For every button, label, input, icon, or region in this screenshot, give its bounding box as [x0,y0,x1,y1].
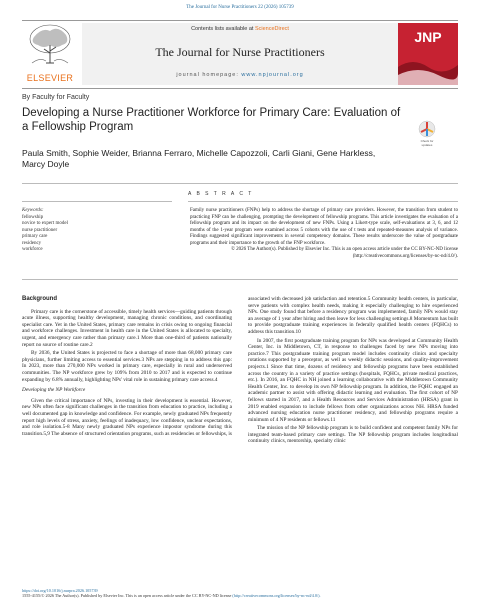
homepage-prefix: journal homepage: [176,72,242,78]
journal-title: The Journal for Nurse Practitioners [155,45,325,59]
journal-cover-thumbnail[interactable] [398,23,458,85]
publisher-name: ELSEVIER [26,73,74,83]
doi-link[interactable]: https://doi.org/10.1016/j.nurpra.2026.105739 [22,588,98,593]
paragraph: In 2007, the first postgraduate training program for NPs was developed at Community Health Center, Inc. in Middletown, CT, in response to challenges faced by new NPs moving into practice.7 This postgraduate training program model includes continuity clinics and specialty rotations supported by a preceptor, as well as weekly didactic sessions, and quality-improvement projects.1 Since that time, dozens of residency and fellowship programs have been established across the country in a variety of practice settings (hospitals, FQHCs, private medical practices, etc.). In 2016, an FQHC in NH joined a learning collaborative with the Middletown Community Health Center, Inc. to develop its own NP fellowship program. In addition, the FQHC engaged an academic partner to assist with offering didactic learning and evaluation. The first cohort of NP fellows started in 2017, and a Health Resources and Services Administration (HRSA) grant in 2019 enabled expansion to include fellows from other organizations across NH. HRSA funded advanced nursing education nurse practitioner residency, and fellowship programs require a minimum of 4 NP residents or fellows.11 [248,337,458,423]
homepage-link[interactable]: www.npjournal.org [241,72,304,78]
keywords-heading: Keywords: [22,208,44,213]
cover-title: JNP [414,29,442,45]
cover-wave-graphic [398,57,458,85]
paragraph: Given the critical importance of NPs, investing in their development is essential. However, new NPs often face significant challenges in the transition from education to practice, including a well documented gap in knowledge and confidence. For example, newly graduated NPs frequently report high levels of stress, anxiety, feelings of inadequacy, low confidence, unclear expectations, and role isolation.5-8 Many newly graduated NPs experience impostor syndrome during this transition.5,9 The absence of structured orientation programs, such as residencies or fellowships, is [22,397,232,437]
abstract-body [190,208,458,260]
elsevier-tree-icon [26,23,74,67]
abstract-divider [188,201,458,202]
page-footer [22,588,458,598]
license-text: 1555-4155/© 2026 The Author(s). Published by Elsevier Inc. This is an open access article under the CC BY-NC-ND license [22,593,233,599]
paragraph: The mission of the NP fellowship program is to build confident and competent family NPs for integrated team-based primary care settings. The NP fellowship program includes longitudinal continuity clinics, mentorship, specialty clinic [248,425,458,445]
keyword-item: nurse practitioner [22,227,58,233]
section-heading-background: Background [22,296,58,302]
journal-reference-line[interactable]: The Journal for Nurse Practitioners 22 (2026) 105739 [186,5,294,10]
contents-prefix: Contents lists available at [191,26,255,32]
subheading-np-workforce: Developing the NP Workforce [22,387,86,394]
license-line [22,593,458,598]
crossmark-label: Check for updates [420,139,434,147]
divider-top [22,183,458,184]
paragraph: associated with decreased job satisfaction and retention.5 Community health centers, in particular, serve patients with complex health needs, making it especially challenging to hire experienced NPs. One study found that before a residency program was implemented, family NPs would stay an average of 1 year after hiring and then leave for less challenging settings.8 Momentum has built to provide postgraduate training experiences in federally qualified health centers (FQHCs) to address this transition.10 [248,296,458,335]
journal-homepage [82,72,398,78]
sciencedirect-link[interactable]: ScienceDirect [254,26,289,32]
keywords-block [22,208,102,254]
left-column [22,296,232,439]
abstract-heading: A B S T R A C T [188,191,254,197]
abstract-copyright[interactable]: © 2026 The Author(s). Published by Elsevier Inc. This is an open access article under the CC BY-NC-ND license (http://creativecommons.org/licenses/by-nc-nd/4.0/). [231,247,458,259]
divider-body [22,279,458,280]
keyword-item: novice to expert model [22,221,68,226]
license-link[interactable]: (http://creativecommons.org/licenses/by-nc-nd/4.0/). [232,593,321,599]
keyword-item: fellowship [22,214,44,220]
article-title: Developing a Nurse Practitioner Workforce for Primary Care: Evaluation of a Fellowship Program [22,107,401,133]
author-list: Paula Smith, Sophie Weider, Brianna Ferraro, Michelle Capozzoli, Carli Giani, Gene Harkless, Marcy Doyle [22,148,376,169]
abstract-text: Family nurse practitioners (FNPs) help to address the shortage of primary care providers. However, the transition from student to practicing FNP can be challenging, prompting the development of fellowship programs. This article investigates the evaluation of a fellowship program and its impact on the development of new FNPs. Using a Likert-type scale, self-evaluations at 3, 6, and 12 months of the 1-year program were examined across 5 cohorts with the use of t tests and repeated-measures analysis of variance. Findings suggested significant improvements in several competency domains. These results underscore the value of postgraduate programs and their importance to the growth of the FNP workforce. [190,208,458,246]
keywords-divider [22,201,172,202]
right-column [248,296,458,447]
contents-availability [82,26,398,32]
crossmark-icon [418,120,436,138]
paragraph: Primary care is the cornerstone of accessible, timely health services—guiding patients through acute illness, supporting healthy development, managing chronic conditions, and coordinating specialist care. Yet in the United States, primary care remains in crisis owing to ongoing financial and workforce challenges. Investment in health care in the United States is allocated to specialty, urgent, and emergency care rather than primary care.1 More than one-third of patients nationally report no source of routine care.2 [22,308,232,348]
check-for-updates-badge[interactable] [418,120,436,147]
journal-header [22,20,458,89]
journal-banner [82,23,398,85]
keyword-item: workforce [22,247,43,252]
paragraph: By 2036, the United States is projected to face a shortage of more than 68,000 primary care physicians, further limiting access to essential services.3 NPs are stepping in to address this gap: In 2023, more than 270,000 NPs worked in primary care, especially in rural and underserved communities. The NP workforce grew by 109% from 2010 to 2017 and is expected to continue expanding by 6.8% annually, highlighting NPs' vital role in sustaining primary care access.4 [22,350,232,383]
keyword-item: residency [22,240,42,246]
keyword-item: primary care [22,234,48,239]
article-section: By Faculty for Faculty [22,94,90,101]
publisher-logo[interactable] [22,23,78,85]
